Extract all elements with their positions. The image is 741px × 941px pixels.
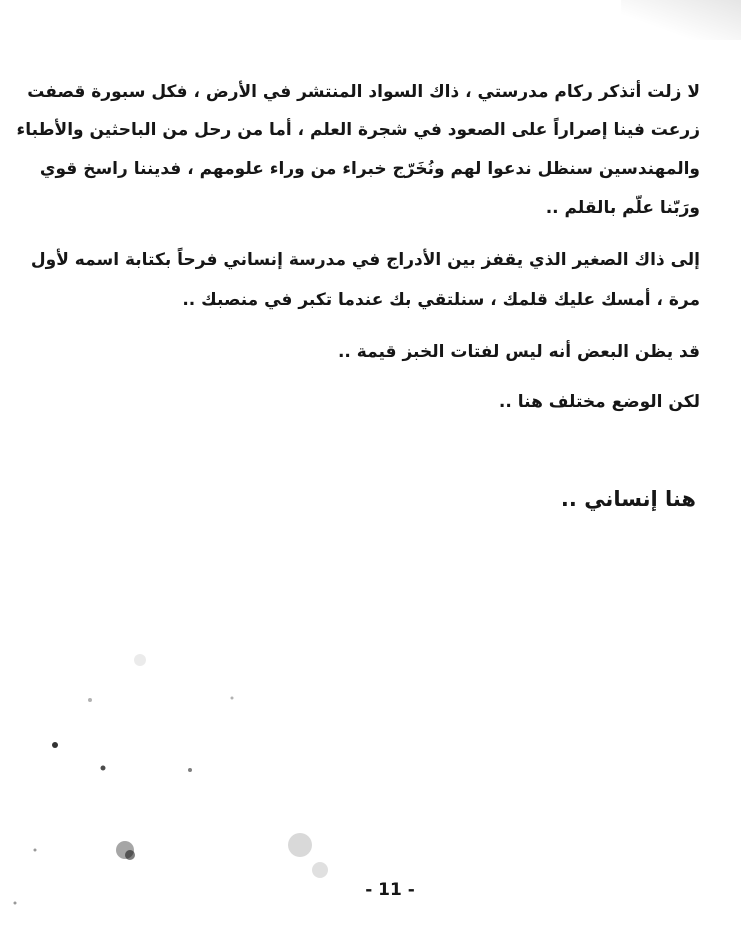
- paragraph-3-line-1: قد يظن البعض أنه ليس لفتات الخبز قيمة ..: [337, 342, 700, 362]
- paragraph-2-line-2: مرة ، أمسك عليك قلمك ، سنلتقي بك عندما تكبر في منصبك ..: [182, 290, 700, 310]
- paragraph-1-line-1: لا زلت أتذكر ركام مدرستي ، ذاك السواد المنتشر في الأرض ، فكل سبورة قصفت: [27, 82, 700, 102]
- body-text: [16, 0, 700, 440]
- paragraph-4-line-1: لكن الوضع مختلف هنا ..: [498, 392, 700, 412]
- paragraph-1-line-2: زرعت فينا إصراراً على الصعود في شجرة العلم ، أما من رحل من الباحثين والأطباء: [16, 120, 700, 140]
- page-number: - 11 -: [365, 880, 415, 900]
- paragraph-1-line-4: ورَبّنا علّم بالقلم ..: [545, 198, 700, 218]
- paragraph-1-line-3: والمهندسين سنظل ندعوا لهم ونُخَرّج خبراء من وراء علومهم ، فديننا راسخ قوي: [39, 159, 700, 179]
- paragraph-2-line-1: إلى ذاك الصغير الذي يقفز بين الأدراج في مدرسة إنساني فرحاً بكتابة اسمه لأول: [30, 250, 700, 270]
- closing-line: هنا إنساني ..: [560, 487, 696, 511]
